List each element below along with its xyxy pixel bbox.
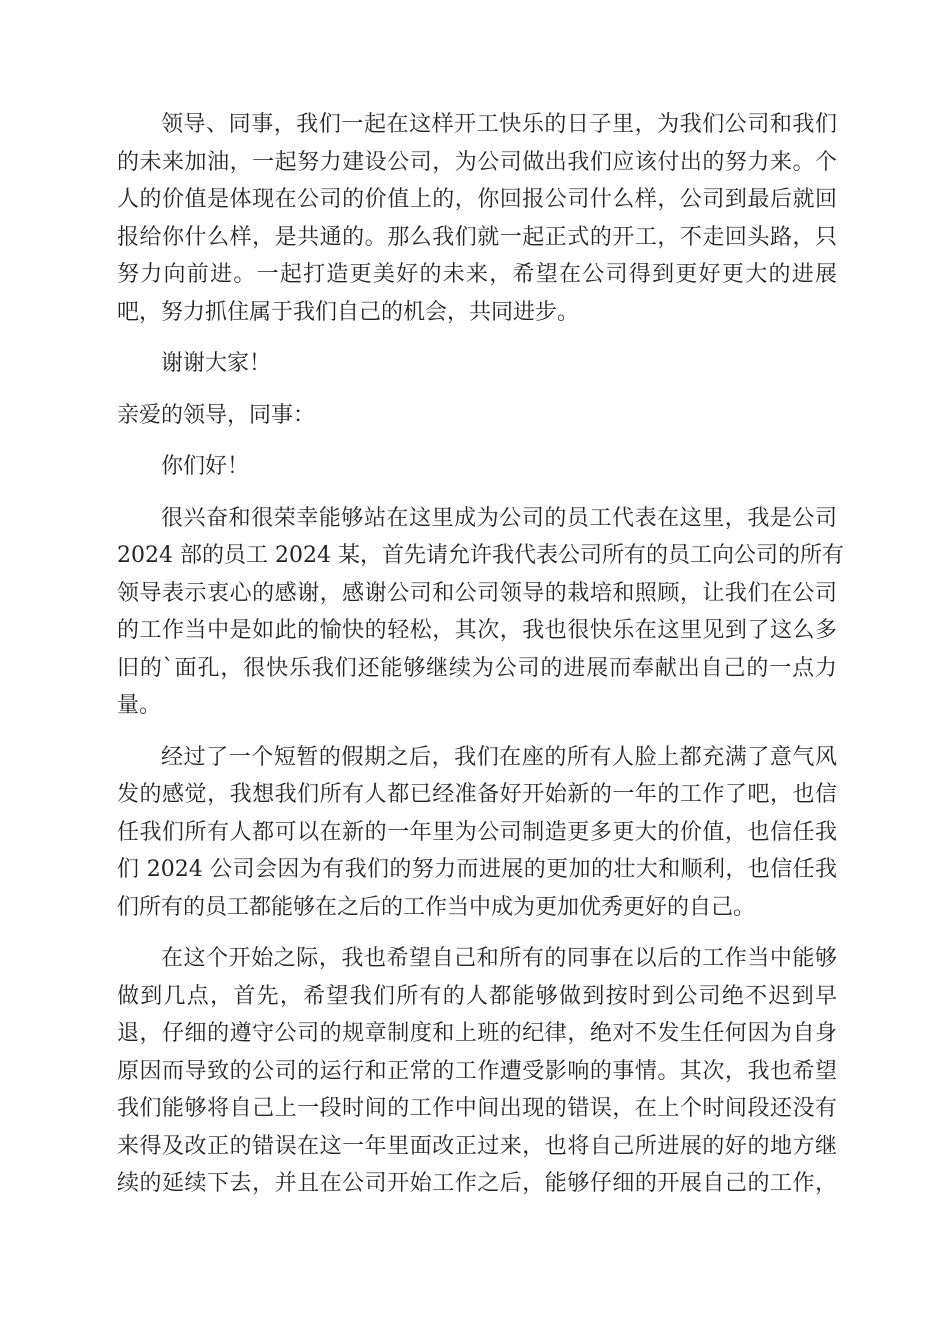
paragraph-hopes	[117, 940, 837, 1203]
text-line: 努力向前进。一起打造更美好的未来，希望在公司得到更好更大的进展	[117, 262, 837, 287]
paragraph-thanks	[117, 345, 837, 383]
text-line: 在这个开始之际，我也希望自己和所有的同事在以后的工作当中能够	[161, 946, 837, 971]
text-line: 们 2024 公司会因为有我们的努力而进展的更加的壮大和顺利，也信任我	[117, 857, 837, 882]
text-line: 旧的`面孔，很快乐我们还能够继续为公司的进展而奉献出自己的一点力	[117, 655, 837, 681]
text-line: 谢谢大家！	[161, 351, 272, 376]
text-line: 你们好！	[161, 454, 250, 479]
text-line: 退，仔细的遵守公司的规章制度和上班的纪律，绝对不发生任何因为自身	[117, 1021, 837, 1046]
text-line: 发的感觉，我想我们所有人都已经准备好开始新的一年的工作了吧，也信	[117, 782, 837, 807]
text-line: 很兴奋和很荣幸能够站在这里成为公司的员工代表在这里，我是公司	[161, 505, 837, 531]
document-page	[117, 106, 844, 1217]
text-line: 领导、同事，我们一起在这样开工快乐的日子里，为我们公司和我们	[161, 112, 837, 137]
text-line: 们所有的员工都能够在之后的工作当中成为更加优秀更好的自己。	[117, 894, 756, 920]
text-line: 任我们所有人都可以在新的一年里为公司制造更多更大的价值，也信任我	[117, 819, 837, 845]
paragraph-salutation	[117, 397, 837, 435]
text-line: 量。	[117, 693, 162, 718]
text-line: 2024 部的员工 2024 某，首先请允许我代表公司所有的员工向公司的所有	[117, 543, 844, 568]
text-line: 吧，努力抓住属于我们自己的机会，共同进步。	[117, 299, 580, 325]
text-line: 原因而导致的公司的运行和正常的工作遭受影响的事情。其次，我也希望	[117, 1058, 837, 1084]
text-line: 做到几点，首先，希望我们所有的人都能够做到按时到公司绝不迟到早	[117, 983, 837, 1009]
text-line: 的工作当中是如此的愉快的轻松，其次，我也很快乐在这里见到了这么多	[117, 618, 837, 643]
paragraph-introduction	[117, 500, 844, 725]
paragraph-after-holiday	[117, 739, 837, 927]
text-line: 领导表示衷心的感谢，感谢公司和公司领导的栽培和照顾，让我们在公司	[117, 580, 837, 606]
text-line: 的未来加油，一起努力建设公司，为公司做出我们应该付出的努力来。个	[117, 149, 837, 175]
text-line: 人的价值是体现在公司的价值上的，你回报公司什么样，公司到最后就回	[117, 187, 837, 212]
text-line: 亲爱的领导，同事：	[117, 402, 316, 428]
text-line: 来得及改正的错误在这一年里面改正过来，也将自己所进展的好的地方继	[117, 1133, 837, 1159]
text-line: 续的延续下去，并且在公司开始工作之后，能够仔细的开展自己的工作，	[117, 1171, 837, 1196]
text-line: 经过了一个短暂的假期之后，我们在座的所有人脸上都充满了意气风	[161, 744, 837, 770]
paragraph-opening-remarks	[117, 106, 837, 331]
text-line: 报给你什么样，是共通的。那么我们就一起正式的开工，不走回头路，只	[117, 224, 837, 250]
text-line: 我们能够将自己上一段时间的工作中间出现的错误，在上个时间段还没有	[117, 1096, 837, 1121]
paragraph-greeting	[117, 448, 837, 486]
